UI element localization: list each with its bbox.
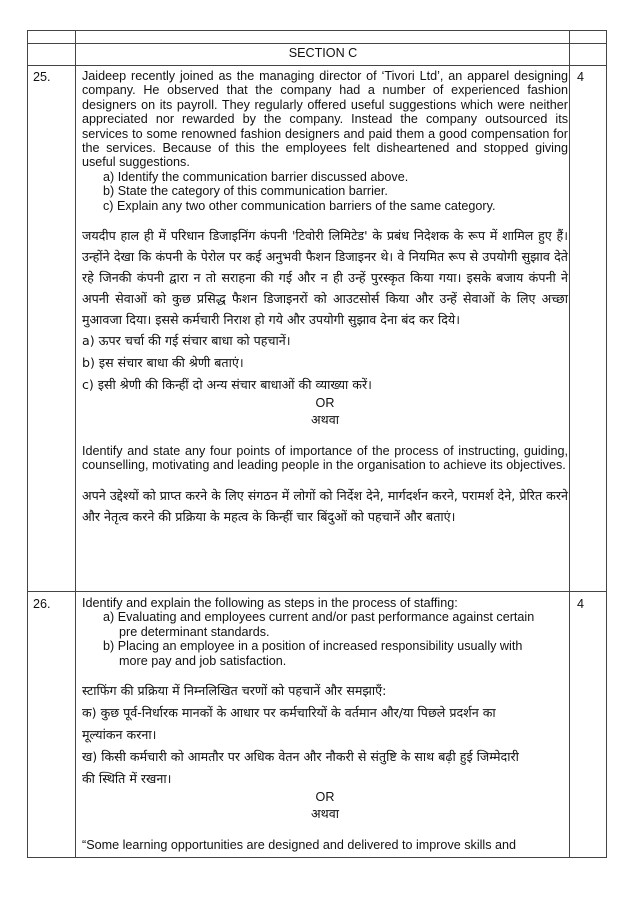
question-paper-table (27, 30, 607, 858)
q26-english-item-a: a) Evaluating and employees current and/or past performance against certain (103, 610, 535, 625)
q26-hindi-item-ka: क) कुछ पूर्व-निर्धारक मानकों के आधार पर कर्मचारियों के वर्तमान और/या पिछले प्रदर्शन का (82, 705, 496, 721)
q26-english-item-b: b) Placing an employee in a position of increased responsibility usually with (103, 639, 523, 654)
question-marks-25: 4 (577, 70, 585, 84)
q26-english-item-a-cont: pre determinant standards. (119, 624, 270, 639)
question-marks-26: 4 (577, 597, 585, 611)
q26-alternative-english: “Some learning opportunities are designed and delivered to improve skills and (82, 838, 517, 853)
column-divider-number (75, 31, 76, 857)
q25-english-item-b: b) State the category of this communication barrier. (103, 184, 388, 199)
row-divider-header (28, 43, 606, 44)
q25-english-item-c: c) Explain any two other communication barriers of the same category. (103, 198, 496, 213)
q26-hindi-intro: स्टाफिंग की प्रक्रिया में निम्नलिखित चरणों को पहचानें और समझाएँ: (82, 683, 387, 699)
q25-hindi-item-a: a) ऊपर चर्चा की गई संचार बाधा को पहचानें। (82, 333, 291, 349)
row-divider-q25 (28, 591, 606, 592)
q25-or-english: OR (315, 396, 335, 411)
q26-hindi-item-ka-cont: मूल्यांकन करना। (82, 727, 157, 743)
q26-english-item-b-cont: more pay and job satisfaction. (119, 653, 287, 668)
question-number-26: 26. (33, 597, 51, 611)
question-25-body (82, 69, 568, 527)
column-divider-marks (569, 31, 570, 857)
q26-or-hindi: अथवा (311, 806, 339, 822)
q25-english-item-a: a) Identify the communication barrier discussed above. (103, 169, 409, 184)
q26-hindi-item-kha-cont: की स्थिति में रखना। (82, 771, 172, 787)
q26-hindi-item-kha: ख) किसी कर्मचारी को आमतौर पर अधिक वेतन और नौकरी से संतुष्टि के साथ बढ़ी हुई जिम्मेदारी (82, 749, 519, 765)
q25-or-hindi: अथवा (311, 412, 339, 428)
q26-or-english: OR (315, 790, 335, 805)
q25-alternative-english: Identify and state any four points of importance of the process of instructing, guiding, counselling, motivating and leading people in the organisation to achieve its objectives. (82, 444, 568, 473)
q25-hindi-item-b: b) इस संचार बाधा की श्रेणी बताएं। (82, 355, 244, 371)
section-title: SECTION C (288, 46, 358, 60)
q26-english-intro: Identify and explain the following as steps in the process of staffing: (82, 596, 458, 610)
question-26-body (82, 596, 568, 852)
q25-hindi-item-c: c) इसी श्रेणी की किन्हीं दो अन्य संचार बाधाओं की व्याख्या करें। (82, 377, 372, 393)
q25-english-paragraph: Jaideep recently joined as the managing director of ‘Tivori Ltd’, an apparel designing company. He observed that the company had a number of experienced fashion designers on its payroll. They regularly offered useful suggestions which were neither appreciated nor rewarded by the company. Instead the company outsourced its services to some renowned fashion designers and paid them a good compensation for the services. Because of this the employees felt disheartened and stopped giving useful suggestions. (82, 69, 568, 170)
q25-hindi-paragraph: जयदीप हाल ही में परिधान डिजाइनिंग कंपनी 'टिवोरी लिमिटेड' के प्रबंध निदेशक के रूप में शामिल हुए हैं। उन्होंने देखा कि कंपनी के पेरोल पर कई अनुभवी फैशन डिजाइनर थे। वे नियमित रूप से उपयोगी सुझाव देते रहे जिनकी कंपनी द्वारा न तो सराहना की गई और न ही उन्हें पुरस्कृत किया गया। इसके बजाय कंपनी ने अपनी सेवाओं को कुछ प्रसिद्ध फैशन डिजाइनरों को आउटसोर्स किया और उन्हें सेवाओं के लिए अच्छा मुआवजा दिया। इससे कर्मचारी निराश हो गये और उपयोगी सुझाव देना बंद कर दिये। (82, 228, 568, 328)
question-number-25: 25. (33, 70, 51, 84)
q25-alternative-hindi: अपने उद्देश्यों को प्राप्त करने के लिए संगठन में लोगों को निर्देश देने, मार्गदर्शन करने, परामर्श देने, प्रेरित करने और नेतृत्व करने की प्रक्रिया के महत्व के किन्हीं चार बिंदुओं को पहचानें और बताएं। (82, 487, 568, 524)
row-divider-section (28, 65, 606, 66)
